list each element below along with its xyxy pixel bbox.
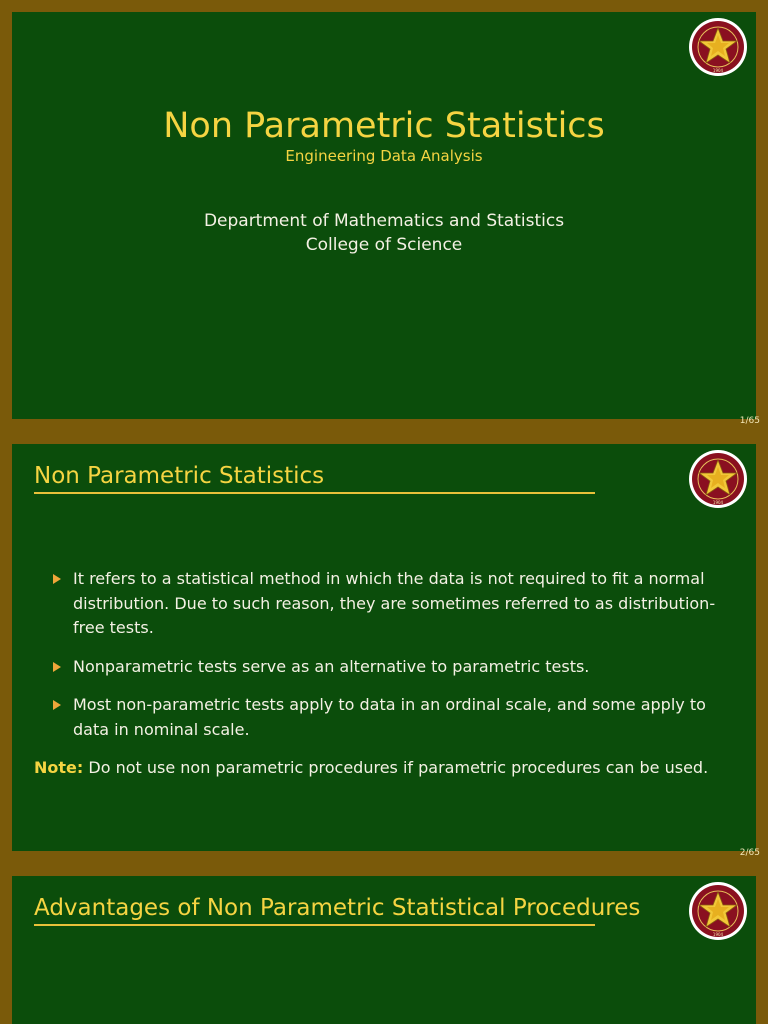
triangle-bullet-icon bbox=[53, 662, 61, 672]
note bbox=[34, 756, 750, 781]
department-name: Department of Mathematics and Statistics bbox=[203, 211, 565, 231]
list-item bbox=[52, 655, 742, 680]
university-seal-icon bbox=[688, 881, 748, 941]
bullet-text: Most non-parametric tests apply to data in an ordinal scale, and some apply to data in nominal scale. bbox=[73, 695, 706, 739]
seal-year: 1904 bbox=[712, 932, 724, 937]
heading-rule bbox=[34, 924, 595, 926]
slide-content bbox=[12, 876, 756, 1024]
heading-rule bbox=[34, 492, 595, 494]
slide-content bbox=[12, 444, 756, 851]
bullet-text: It refers to a statistical method in which the data is not required to fit a normal distribution. Due to such reason, they are sometimes referred to as distribution-free tests. bbox=[73, 569, 716, 637]
list-item bbox=[52, 567, 742, 641]
bullet-text: Nonparametric tests serve as an alternative to parametric tests. bbox=[73, 656, 590, 676]
university-seal-icon bbox=[688, 17, 748, 77]
page-number: 1/65 bbox=[739, 416, 760, 426]
seal-year: 1904 bbox=[712, 68, 724, 73]
note-label: Note: bbox=[34, 758, 84, 777]
bullet-list bbox=[52, 567, 742, 756]
presentation-title: Non Parametric Statistics bbox=[163, 106, 605, 146]
page-number: 2/65 bbox=[739, 848, 760, 858]
note-text: Do not use non parametric procedures if parametric procedures can be used. bbox=[83, 758, 709, 777]
list-item bbox=[52, 693, 742, 742]
triangle-bullet-icon bbox=[53, 574, 61, 584]
university-seal-icon bbox=[688, 449, 748, 509]
seal-year: 1904 bbox=[712, 500, 724, 505]
slide-title bbox=[12, 12, 756, 419]
triangle-bullet-icon bbox=[53, 700, 61, 710]
slide-heading: Advantages of Non Parametric Statistical Procedures bbox=[34, 895, 641, 921]
college-name: College of Science bbox=[305, 235, 463, 255]
slide-heading: Non Parametric Statistics bbox=[34, 463, 325, 489]
presentation-subtitle: Engineering Data Analysis bbox=[285, 147, 483, 165]
